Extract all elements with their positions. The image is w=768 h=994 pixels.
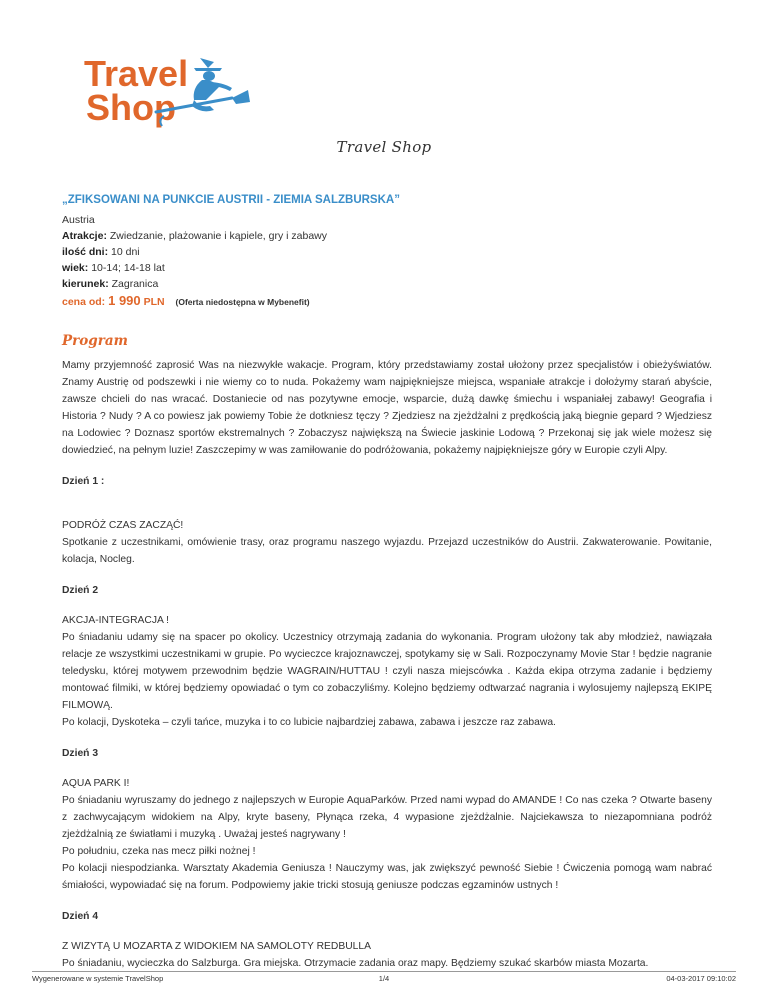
logo-text-shop: Shop xyxy=(86,87,176,128)
day-label: Dzień 3 xyxy=(62,748,99,759)
day-2 xyxy=(62,582,712,731)
price-note: (Oferta niedostępna w Mybenefit) xyxy=(175,297,310,307)
attractions-value: Zwiedzanie, plażowanie i kąpiele, gry i zabawy xyxy=(109,230,327,242)
days-value: 10 dni xyxy=(111,246,140,258)
offer-age xyxy=(62,260,712,276)
day-label: Dzień 2 xyxy=(62,585,99,596)
day-3 xyxy=(62,745,712,894)
day-title: Z WIZYTĄ U MOZARTA Z WIDOKIEM NA SAMOLOTY REDBULLA xyxy=(62,941,371,952)
age-label: wiek: xyxy=(62,262,89,274)
footer-page-number: 1/4 xyxy=(378,974,390,983)
day-label: Dzień 4 xyxy=(62,911,99,922)
day-title: AQUA PARK I! xyxy=(62,778,130,789)
program-heading: Program xyxy=(62,333,128,349)
day-4 xyxy=(62,908,712,972)
day-text: Po śniadaniu wyruszamy do jednego z najlepszych w Europie AquaParków. Przed nami wypad do AMANDE ! Co nas czeka ? Otwarte baseny z zachwycającym widokiem na Alpy, kryte baseny, Płynąca rzeka, 4 wypasione zjeżdżalnie. Najciekawsza to niezapomniana podróż zjeżdżalnią ze światłami i muzyką . Uważaj jesteś nagrywany ! xyxy=(62,795,712,840)
direction-value: Zagranica xyxy=(111,278,159,290)
page-footer xyxy=(32,971,736,986)
travelshop-logo xyxy=(82,52,252,134)
day-text: Po śniadaniu, wycieczka do Salzburga. Gra miejska. Otrzymacie zadania oraz mapy. Będziemy szukać skarbów miasta Mozarta. xyxy=(62,958,649,969)
offer-attractions xyxy=(62,228,712,244)
day-text: Po południu, czeka nas mecz piłki nożnej ! xyxy=(62,846,256,857)
offer-content xyxy=(62,194,712,972)
day-text: Po kolacji niespodzianka. Warsztaty Akademia Geniusza ! Nauczymy was, jak zwiększyć pewność Siebie ! Ćwiczenia pomogą wam nabrać śmiałości, wypowiadać się na forum. Podpowiemy jakie tricki stosują geniusze podczas egzaminów ustnych ! xyxy=(62,863,712,891)
day-title: AKCJA-INTEGRACJA ! xyxy=(62,615,169,626)
day-1 xyxy=(62,473,712,568)
footer-timestamp: 04-03-2017 09:10:02 xyxy=(666,974,736,983)
day-text: Po śniadaniu udamy się na spacer po okolicy. Uczestnicy otrzymają zadania do wykonania. Program ułożony tak aby młodzież, nawiązała relacje ze wszystkimi uczestnikami w grupie. Po wycieczce krajoznawczej, spotykamy się w Sali. Rozpoczynamy Movie Star ! będzie nagranie teledysku, której motywem przewodnim będzie WAGRAIN/HUTTAU ! czyli nasza miejscówka . Każda ekipa otrzyma zadanie i będziemy montować filmiki, w której będziemy opowiadać o tym co zobaczyliśmy. Kolejno będziemy odtwarzać nagrania i wylosujemy najlepszą EKIPĘ FILMOWĄ. xyxy=(62,632,712,711)
day-title: PODRÓŻ CZAS ZACZĄĆ! xyxy=(62,520,184,531)
offer-country: Austria xyxy=(62,214,95,226)
offer-price xyxy=(62,292,712,311)
offer-days xyxy=(62,244,712,260)
offer-direction xyxy=(62,276,712,292)
site-title: Travel Shop xyxy=(336,138,432,156)
offer-title: „ZFIKSOWANI NA PUNKCIE AUSTRII - ZIEMIA SALZBURSKA” xyxy=(62,194,400,206)
price-currency: PLN xyxy=(143,296,165,308)
days-label: ilość dni: xyxy=(62,246,109,258)
footer-generated-by: Wygenerowane w systemie TravelShop xyxy=(32,974,164,983)
day-label: Dzień 1 : xyxy=(62,476,105,487)
price-value: 1 990 xyxy=(108,293,141,308)
day-text: Po kolacji, Dyskoteka – czyli tańce, muzyka i to co lubicie najbardziej zabawa, zabawa i jeszcze raz zabawa. xyxy=(62,717,556,728)
witch-on-broom-icon xyxy=(82,52,252,134)
logo-text-travel: Travel xyxy=(84,53,189,94)
price-label: cena od: xyxy=(62,296,106,308)
attractions-label: Atrakcje: xyxy=(62,230,107,242)
day-text: Spotkanie z uczestnikami, omówienie trasy, oraz programu naszego wyjazdu. Przejazd uczestników do Austrii. Zakwaterowanie. Powitanie, kolacja, Nocleg. xyxy=(62,537,712,565)
age-value: 10-14; 14-18 lat xyxy=(91,262,165,274)
direction-label: kierunek: xyxy=(62,278,109,290)
program-intro: Mamy przyjemność zaprosić Was na niezwykłe wakacje. Program, który przedstawiamy został ułożony przez specjalistów i obieżyświatów. Znamy Austrię od podszewki i nie wiemy co to nuda. Pokażemy wam najpiękniejsze miejsca, wspaniałe atrakcje i dołożymy starań abyście, zawsze chcieli do nas wracać. Dostaniecie od nas pozytywne emocje, wsparcie, dużą dawkę śmiechu i wspaniałej zabawy! Geografia i Historia ? Nudy ? A co powiesz jak powiemy Tobie że dotkniesz tęczy ? Zjedziesz na zjeżdżalni z prędkością jaką biegnie gepard ? Wjedziesz na Lodowiec ? Doznasz sportów ekstremalnych ? Zobaczysz największą na Świecie jaskinie Lodową ? Przekonaj się jak wiele możesz się dowiedzieć, na pełnym luzie! Zaszczepimy w was zamiłowanie do podróżowania, pokażemy najpiękniejsze góry w Europie czyli Alpy. xyxy=(62,360,712,456)
